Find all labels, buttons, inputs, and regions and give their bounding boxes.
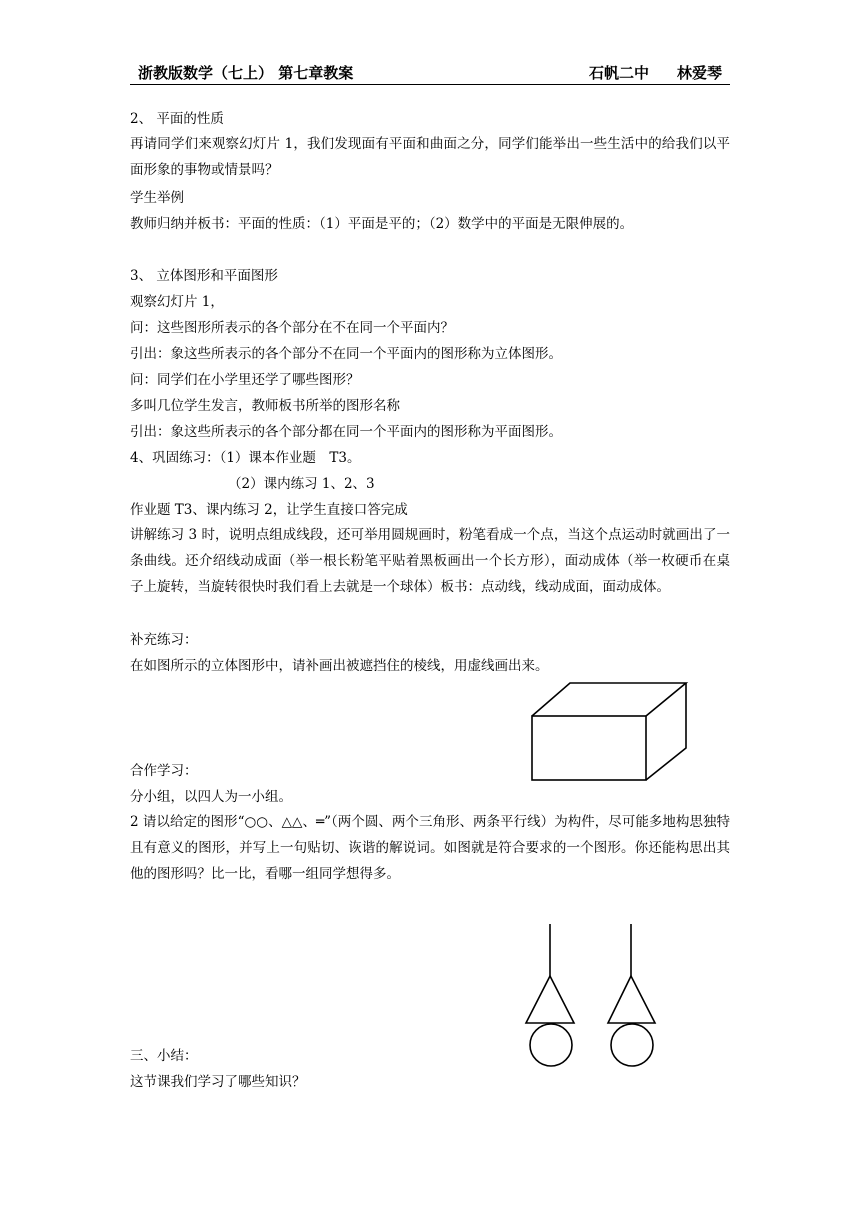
section-summary: 三、小结： — [130, 1048, 198, 1064]
text-groups: 分小组，以四人为一小组。 — [130, 789, 292, 805]
text-observe-slide: 观察幻灯片 1， — [130, 294, 224, 310]
header-school: 石帆二中 — [588, 64, 649, 82]
text-oral-answer: 作业题 T3、课内练习 2，让学生直接口答完成 — [130, 502, 408, 518]
header-author — [561, 62, 722, 83]
text-plane-definition: 引出：象这些所表示的各个部分都在同一个平面内的图形称为平面图形。 — [130, 424, 562, 440]
text-summary-question: 这节课我们学习了哪些知识？ — [130, 1074, 306, 1090]
paragraph-plane-observation: 再请同学们来观察幻灯片 1，我们发现面有平面和曲面之分，同学们能举出一些生活中的给我们以平面形象的事物或情景吗？ — [130, 136, 730, 178]
text-practice-2: （2）课内练习 1、2、3 — [228, 476, 375, 492]
section-plane-properties: 2、 平面的性质 — [130, 111, 224, 127]
text-solid-definition: 引出：象这些所表示的各个部分不在同一个平面内的图形称为立体图形。 — [130, 346, 562, 362]
text-teacher-summary: 教师归纳并板书：平面的性质：（1）平面是平的；（2）数学中的平面是无限伸展的。 — [130, 216, 634, 232]
text-student-answers: 多叫几位学生发言，教师板书所举的图形名称 — [130, 398, 400, 414]
page-header — [130, 60, 730, 85]
text-question-2: 问：同学们在小学里还学了哪些图形？ — [130, 372, 360, 388]
text-student-examples: 学生举例 — [130, 190, 184, 206]
paragraph-design-task: 2 请以给定的图形“○○、△△、═”（两个圆、两个三角形、两条平行线）为构件，尽可能多地构思独特且有意义的图形，并写上一句贴切、诙谐的解说词。如图就是符合要求的一个图形。你还能构思出其他的图形吗？比一比，看哪一组同学想得多。 — [130, 814, 730, 882]
paragraph-point-line-surface: 讲解练习 3 时，说明点组成线段，还可举用圆规画时，粉笔看成一个点，当这个点运动时就画出了一条曲线。还介绍线动成面（举一根长粉笔平贴着黑板画出一个长方形），面动成体（举一枚硬币在桌子上旋转，当旋转很快时我们看上去就是一个球体）板书：点动线，线动成面，面动成体。 — [130, 527, 730, 595]
section-practice: 4、巩固练习：（1）课本作业题 T3。 — [130, 450, 361, 466]
text-extra-practice: 补充练习： — [130, 632, 198, 648]
text-question-1: 问：这些图形所表示的各个部分在不在同一个平面内？ — [130, 320, 454, 336]
cuboid-figure — [526, 680, 692, 786]
section-solid-plane-figures: 3、 立体图形和平面图形 — [130, 268, 278, 284]
two-pendants-figure — [518, 922, 670, 1070]
header-title: 浙教版数学（七上） 第七章教案 — [138, 64, 354, 82]
section-cooperative-learning: 合作学习： — [130, 763, 198, 779]
header-teacher: 林爱琴 — [676, 64, 722, 82]
text-extra-practice-task: 在如图所示的立体图形中，请补画出被遮挡住的棱线，用虚线画出来。 — [130, 658, 549, 674]
